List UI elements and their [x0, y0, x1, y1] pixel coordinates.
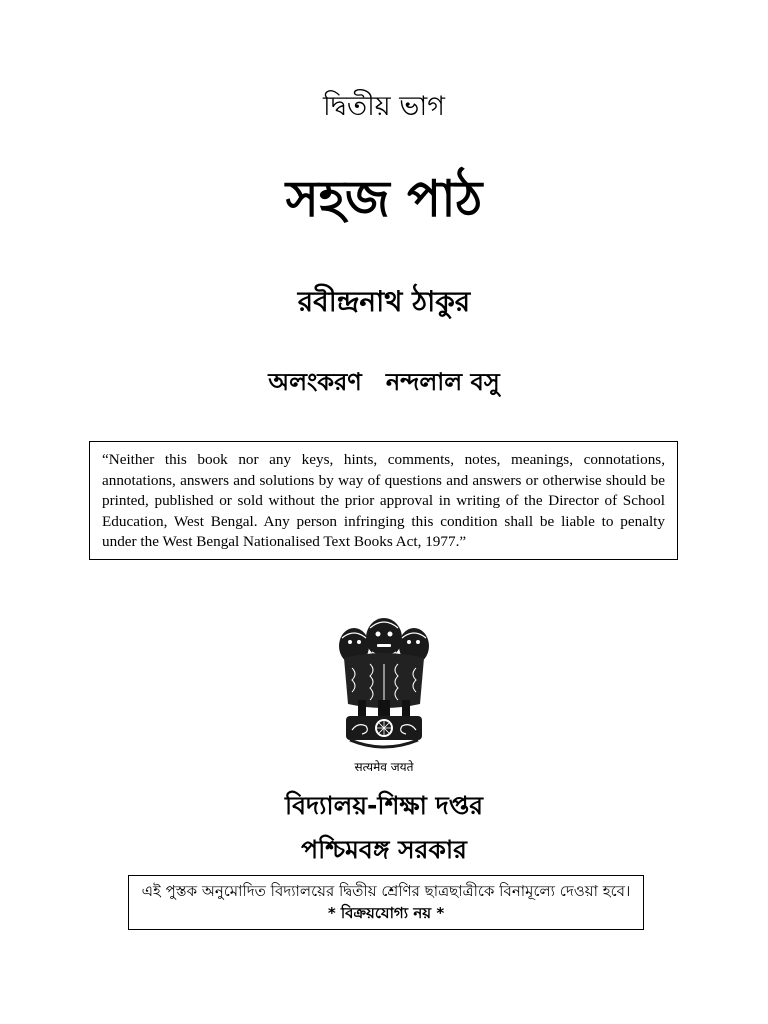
book-title: সহজ পাঠ [285, 170, 483, 228]
illustrator-name: নন্দলাল বসু [385, 368, 500, 396]
state-emblem-icon [330, 608, 438, 756]
illustration-credit [0, 364, 768, 404]
copyright-notice: “Neither this book nor any keys, hints, comments, notes, meanings, connotations, annotations, answers and solutions by way of questions and answers or otherwise should be printed, published or sold without the prior approval in writing of the Director of School Education, West Bengal. Any person infringing this condition shall be liable to penalty under the West Bengal Nationalised Text Books Act, 1977.” [89, 441, 678, 560]
department-name: বিদ্যালয়-শিক্ষা দপ্তর [284, 791, 483, 820]
part-label: দ্বিতীয় ভাগ [323, 91, 445, 122]
illustration-label: অলংকরণ [268, 368, 362, 396]
emblem-motto: सत्यमेव जयते [354, 760, 414, 774]
not-for-sale-label: * বিক্রয়যোগ্য নয় * [327, 904, 445, 922]
free-notice-text: এই পুস্তক অনুমোদিত বিদ্যালয়ের দ্বিতীয় শ্রেণির ছাত্রছাত্রীকে বিনামূল্যে দেওয়া হবে। [141, 882, 631, 900]
government-name: পশ্চিমবঙ্গ সরকার [301, 835, 467, 864]
author-name: রবীন্দ্রনাথ ঠাকুর [297, 285, 471, 318]
free-distribution-notice [128, 875, 644, 930]
